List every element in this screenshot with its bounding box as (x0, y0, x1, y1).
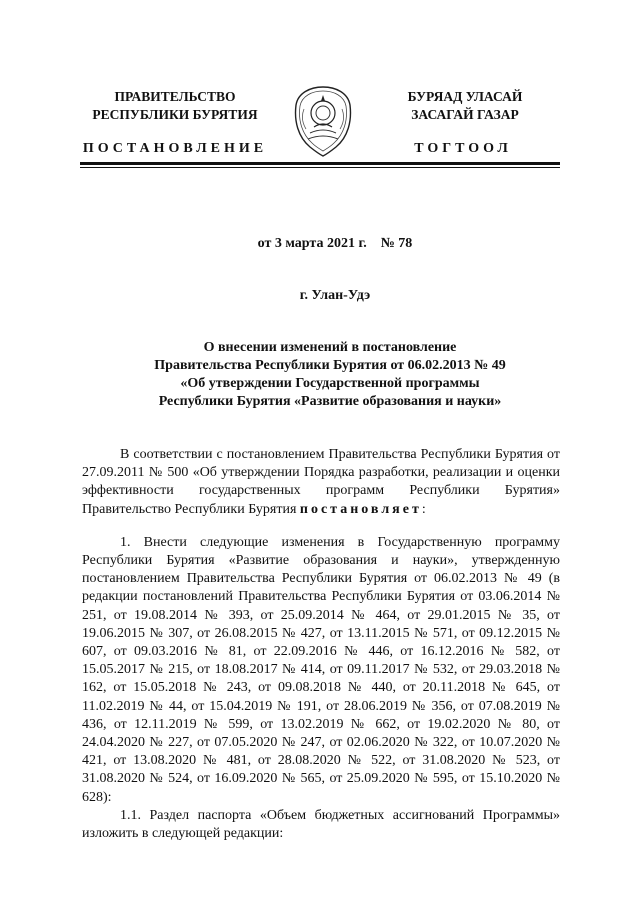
act-type-buryat: ТОГТООЛ (414, 141, 512, 156)
document-number: № 78 (380, 236, 413, 251)
issuer-buryat-line-2: ЗАСАГАЙ ГАЗАР (411, 107, 519, 122)
issuer-name-buryat (380, 88, 550, 124)
document-body (82, 446, 560, 843)
preamble-text: В соответствии с постановлением Правительства Республики Бурятия от 27.09.2011 № 500 «Об утверждении Порядка разработки, реализации и оценки эффективности государственных программ Республики Бурятия» Правительство Республики Бурятия (82, 447, 560, 517)
title-line-2: Правительства Республики Бурятия от 06.02.2013 № 49 (154, 358, 506, 373)
issuer-line-2: РЕСПУБЛИКИ БУРЯТИЯ (92, 107, 258, 122)
issuing-city: г. Улан-Удэ (299, 288, 371, 303)
issuer-buryat-line-1: БУРЯАД УЛАСАЙ (407, 89, 523, 104)
item-1-paragraph: 1. Внести следующие изменения в Государственную программу Республики Бурятия «Развитие образования и науки», утвержденную постановлением Правительства Республики Бурятия от 06.02.2013 № 49 (в редакции постановлений Правительства Республики Бурятия от 03.06.2014 № 251, от 19.08.2014 № 393, от 25.09.2014 № 464, от 29.01.2015 № 35, от 19.06.2015 № 307, от 26.08.2015 № 427, от 13.11.2015 № 571, от 09.12.2015 № 607, от 09.03.2016 № 81, от 22.09.2016 № 446, от 16.12.2016 № 582, от 15.05.2017 № 215, от 18.08.2017 № 414, от 09.11.2017 № 532, от 29.03.2018 № 162, от 15.05.2018 № 243, от 09.08.2018 № 440, от 20.11.2018 № 645, от 11.02.2019 № 44, от 15.04.2019 № 191, от 28.06.2019 № 356, от 07.08.2019 № 436, от 12.11.2019 № 599, от 13.02.2019 № 662, от 19.02.2020 № 80, от 24.04.2020 № 227, от 07.05.2020 № 247, от 02.06.2020 № 322, от 10.07.2020 № 421, от 13.08.2020 № 481, от 28.08.2020 № 522, от 31.08.2020 № 523, от 31.08.2020 № 524, от 16.09.2020 № 565, от 25.09.2020 № 595, от 15.10.2020 № 628): (82, 534, 560, 805)
preamble-end: : (421, 501, 426, 517)
title-line-4: Республики Бурятия «Развитие образования и науки» (158, 394, 502, 409)
preamble-paragraph (82, 446, 560, 519)
document-title (100, 339, 560, 411)
item-1-1-paragraph: 1.1. Раздел паспорта «Объем бюджетных ассигнований Программы» изложить в следующей редакции: (82, 807, 560, 842)
date-number-line (0, 236, 640, 252)
document-date: от 3 марта 2021 г. (257, 236, 367, 251)
issuer-line-1: ПРАВИТЕЛЬСТВО (114, 89, 236, 104)
resolves-word: постановляет (299, 501, 422, 517)
title-line-3: «Об утверждении Государственной программы (180, 376, 480, 391)
issuer-name-russian (82, 88, 268, 124)
coat-of-arms-emblem (292, 85, 354, 157)
title-line-1: О внесении изменений в постановление (203, 340, 457, 355)
header-rule-thick (80, 162, 560, 165)
act-type-russian: ПОСТАНОВЛЕНИЕ (82, 141, 268, 156)
header-rule-thin (80, 167, 560, 168)
